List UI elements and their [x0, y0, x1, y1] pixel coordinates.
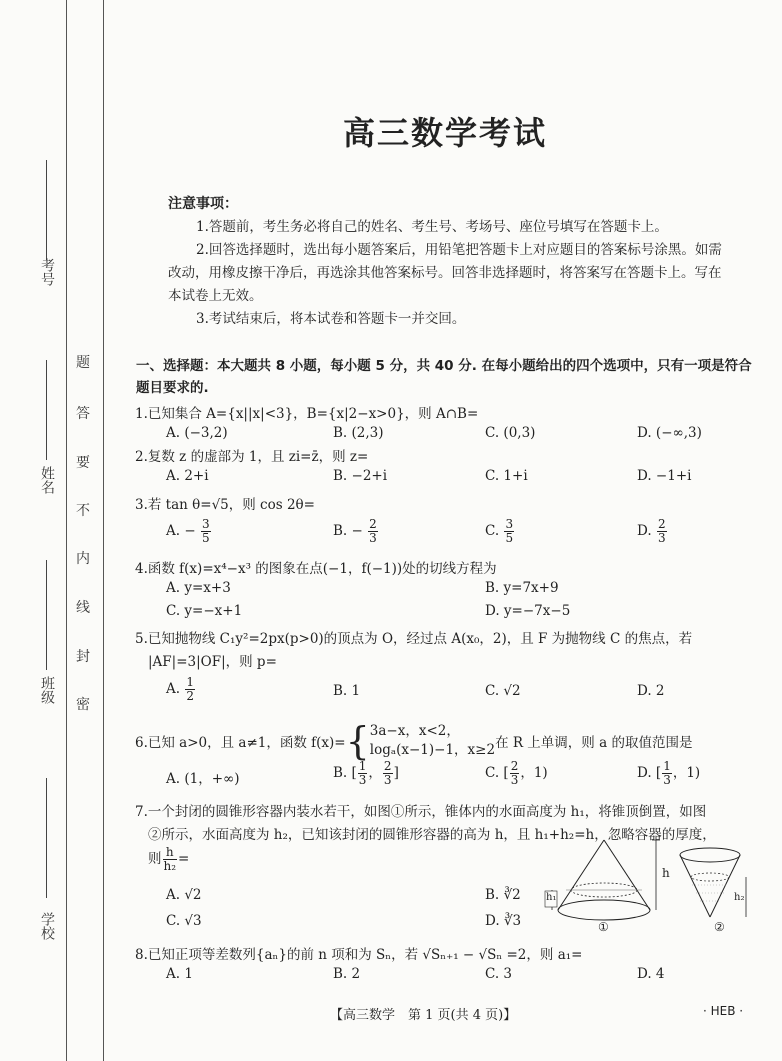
q5-option-d: D. 2 — [637, 683, 665, 699]
q6-case-2: logₐ(x−1)−1，x≥2 — [369, 742, 496, 758]
denominator: 5 — [505, 531, 514, 545]
q6-option-d — [637, 760, 700, 787]
q3-c-fraction — [504, 518, 514, 545]
q1-option-d: D. (−∞,3) — [637, 425, 702, 441]
q6-d-fraction — [662, 760, 672, 787]
q2-option-c: C. 1+i — [485, 468, 528, 484]
denominator: h₂ — [163, 859, 177, 873]
q6-b-suffix: ] — [393, 765, 399, 781]
denominator: 3 — [510, 773, 519, 787]
page-title: 高三数学考试 — [342, 114, 547, 152]
fig1-caption: ① — [598, 920, 609, 934]
q3-d-fraction — [657, 518, 667, 545]
numerator: 2 — [657, 517, 666, 531]
q6-stem-pre: 6.已知 a>0，且 a≠1，函数 f(x)= — [135, 735, 346, 751]
q8-option-b: B. 2 — [333, 966, 361, 982]
q7-option-a: A. √2 — [166, 887, 202, 903]
question-5-stem-line2: |AF|=3|OF|，则 p= — [148, 654, 277, 670]
q3-b-prefix: B. − — [333, 523, 363, 539]
note-item: 1.答题前，考生务必将自己的姓名、考生号、考场号、座位号填写在答题卡上。 — [196, 219, 668, 235]
numerator: h — [163, 846, 178, 860]
school-label: 学校 — [39, 912, 55, 940]
exam-no-line — [46, 160, 47, 260]
school-line — [46, 778, 47, 898]
denominator: 3 — [358, 773, 367, 787]
q1-option-a: A. (−3,2) — [166, 425, 228, 441]
q5-a-prefix: A. — [166, 681, 181, 697]
numerator: 1 — [663, 759, 671, 773]
q3-d-prefix: D. — [637, 523, 652, 539]
numerator: 2 — [510, 759, 519, 773]
numerator: 3 — [505, 517, 514, 531]
q2-option-d: D. −1+i — [637, 468, 692, 484]
fig1-h-label: h — [662, 866, 670, 880]
q4-option-c: C. y=−x+1 — [166, 603, 243, 619]
denominator: 3 — [369, 531, 377, 545]
class-label: 班级 — [39, 676, 55, 704]
seal-char: 密 — [76, 697, 90, 713]
footer-mark: · HEB · — [703, 1004, 744, 1018]
q6-d-prefix: D. [ — [637, 765, 662, 781]
seal-char: 题 — [76, 355, 90, 371]
numerator: 1 — [186, 675, 194, 689]
class-line — [46, 560, 47, 670]
q6-option-a: A. (1，+∞) — [166, 771, 240, 787]
q7-line3-pre: 则 — [148, 851, 162, 867]
fig2-h2-label: h₂ — [734, 892, 745, 903]
q6-c-suffix: ，1) — [520, 765, 548, 781]
q7-ratio-fraction — [163, 846, 178, 873]
seal-char: 线 — [76, 600, 90, 616]
page-footer: 【高三数学 第 1 页(共 4 页)】 — [330, 1008, 517, 1023]
notes-heading: 注意事项： — [168, 196, 238, 212]
seal-char: 内 — [76, 551, 90, 567]
q5-option-c: C. √2 — [485, 683, 521, 699]
q2-option-b: B. −2+i — [333, 468, 388, 484]
q5-option-a — [166, 676, 196, 703]
denominator: 3 — [383, 773, 392, 787]
q3-option-c — [485, 518, 515, 545]
numerator: 3 — [201, 517, 210, 531]
q7-option-d: D. ∛3 — [485, 913, 522, 929]
q6-b-fraction-2 — [383, 760, 393, 787]
question-7-stem-line3 — [148, 846, 189, 873]
q6-option-c — [485, 760, 548, 787]
numerator: 2 — [369, 517, 377, 531]
q3-c-prefix: C. — [485, 523, 500, 539]
q6-stem-post: 在 R 上单调，则 a 的取值范围是 — [495, 735, 693, 751]
question-1-stem: 1.已知集合 A={x||x|<3}，B={x|2−x>0}，则 A∩B= — [135, 406, 479, 422]
question-2-stem: 2.复数 z 的虚部为 1，且 zi=z̄，则 z= — [135, 449, 369, 465]
q3-a-prefix: A. − — [166, 523, 196, 539]
q3-option-a — [166, 518, 212, 545]
section-heading: 一、选择题：本大题共 8 小题，每小题 5 分，共 40 分. 在每小题给出的四个选项中，只有一项是符合题目要求的. — [136, 358, 752, 396]
fig2-caption: ② — [714, 920, 725, 934]
binding-line-outer — [66, 0, 67, 1061]
seal-char: 要 — [76, 455, 90, 471]
q4-option-b: B. y=7x+9 — [485, 580, 559, 596]
name-label: 姓名 — [39, 466, 55, 494]
denominator: 2 — [186, 689, 194, 703]
q1-option-c: C. (0,3) — [485, 425, 536, 441]
seal-char: 封 — [76, 649, 90, 665]
q6-case-1: 3a−x，x<2， — [369, 723, 460, 739]
q8-option-d: D. 4 — [637, 966, 665, 982]
q7-line3-post: = — [178, 851, 190, 867]
q5-a-fraction — [185, 676, 195, 703]
denominator: 3 — [657, 531, 666, 545]
q6-b-fraction-1 — [358, 760, 368, 787]
q8-option-c: C. 3 — [485, 966, 513, 982]
denominator: 5 — [201, 531, 210, 545]
denominator: 3 — [663, 773, 671, 787]
q3-option-b — [333, 518, 379, 545]
cone-figure-2 — [672, 845, 752, 925]
question-5-stem-line1: 5.已知抛物线 C₁y²=2px(p>0)的顶点为 O，经过点 A(x₀，2)，且 F 为抛物线 C 的焦点，若 — [135, 631, 693, 647]
fig1-h1-label: h₁ — [546, 892, 557, 903]
numerator: 1 — [358, 759, 367, 773]
q2-option-a: A. 2+i — [166, 468, 209, 484]
q6-brace: { — [345, 719, 370, 763]
cone-figure-1 — [544, 838, 664, 928]
numerator: 2 — [383, 759, 392, 773]
question-8-stem: 8.已知正项等差数列{aₙ}的前 n 项和为 Sₙ，若 √Sₙ₊₁ − √Sₙ =2，则 a₁= — [135, 947, 583, 963]
q8-option-a: A. 1 — [166, 966, 193, 982]
q4-option-a: A. y=x+3 — [166, 580, 231, 596]
q7-option-c: C. √3 — [166, 913, 202, 929]
question-4-stem: 4.函数 f(x)=x⁴−x³ 的图象在点(−1，f(−1))处的切线方程为 — [135, 561, 497, 577]
name-line — [46, 360, 47, 460]
binding-line-inner — [103, 0, 104, 1061]
q3-b-fraction — [368, 518, 378, 545]
question-7-stem-line2: ②所示，水面高度为 h₂，已知该封闭的圆锥形容器的高为 h，且 h₁+h₂=h，忽略容器的厚度， — [148, 827, 716, 843]
q6-c-prefix: C. [ — [485, 765, 509, 781]
exam-no-label: 考号 — [39, 258, 55, 286]
q4-option-d: D. y=−7x−5 — [485, 603, 571, 619]
note-item: 3.考试结束后，将本试卷和答题卡一并交回。 — [196, 311, 466, 327]
seal-char: 答 — [76, 406, 90, 422]
seal-char: 不 — [76, 503, 90, 519]
q5-option-b: B. 1 — [333, 683, 361, 699]
q3-a-fraction — [201, 518, 211, 545]
question-3-stem: 3.若 tan θ=√5，则 cos 2θ= — [135, 497, 315, 513]
q6-d-suffix: ，1) — [672, 765, 701, 781]
q6-b-prefix: B. [ — [333, 765, 357, 781]
q6-cases — [370, 722, 495, 760]
q6-option-b: B. [ $\frac{1}{3}$ ， $\frac{2}{3}$ ] — [333, 759, 399, 787]
q7-option-b: B. ∛2 — [485, 887, 521, 903]
question-6-stem — [135, 719, 693, 763]
note-item: 2.回答选择题时，选出每小题答案后，用铅笔把答题卡上对应题目的答案标号涂黑。如需改动，用橡皮擦干净后，再选涂其他答案标号。回答非选择题时，将答案写在答题卡上。写在本试卷上无效。 — [168, 242, 722, 304]
question-7-stem-line1: 7.一个封闭的圆锥形容器内装水若干，如图①所示，锥体内的水面高度为 h₁，将锥顶倒置，如图 — [135, 804, 707, 820]
q1-option-b: B. (2,3) — [333, 425, 384, 441]
q3-option-d — [637, 518, 668, 545]
q6-c-fraction — [510, 760, 520, 787]
